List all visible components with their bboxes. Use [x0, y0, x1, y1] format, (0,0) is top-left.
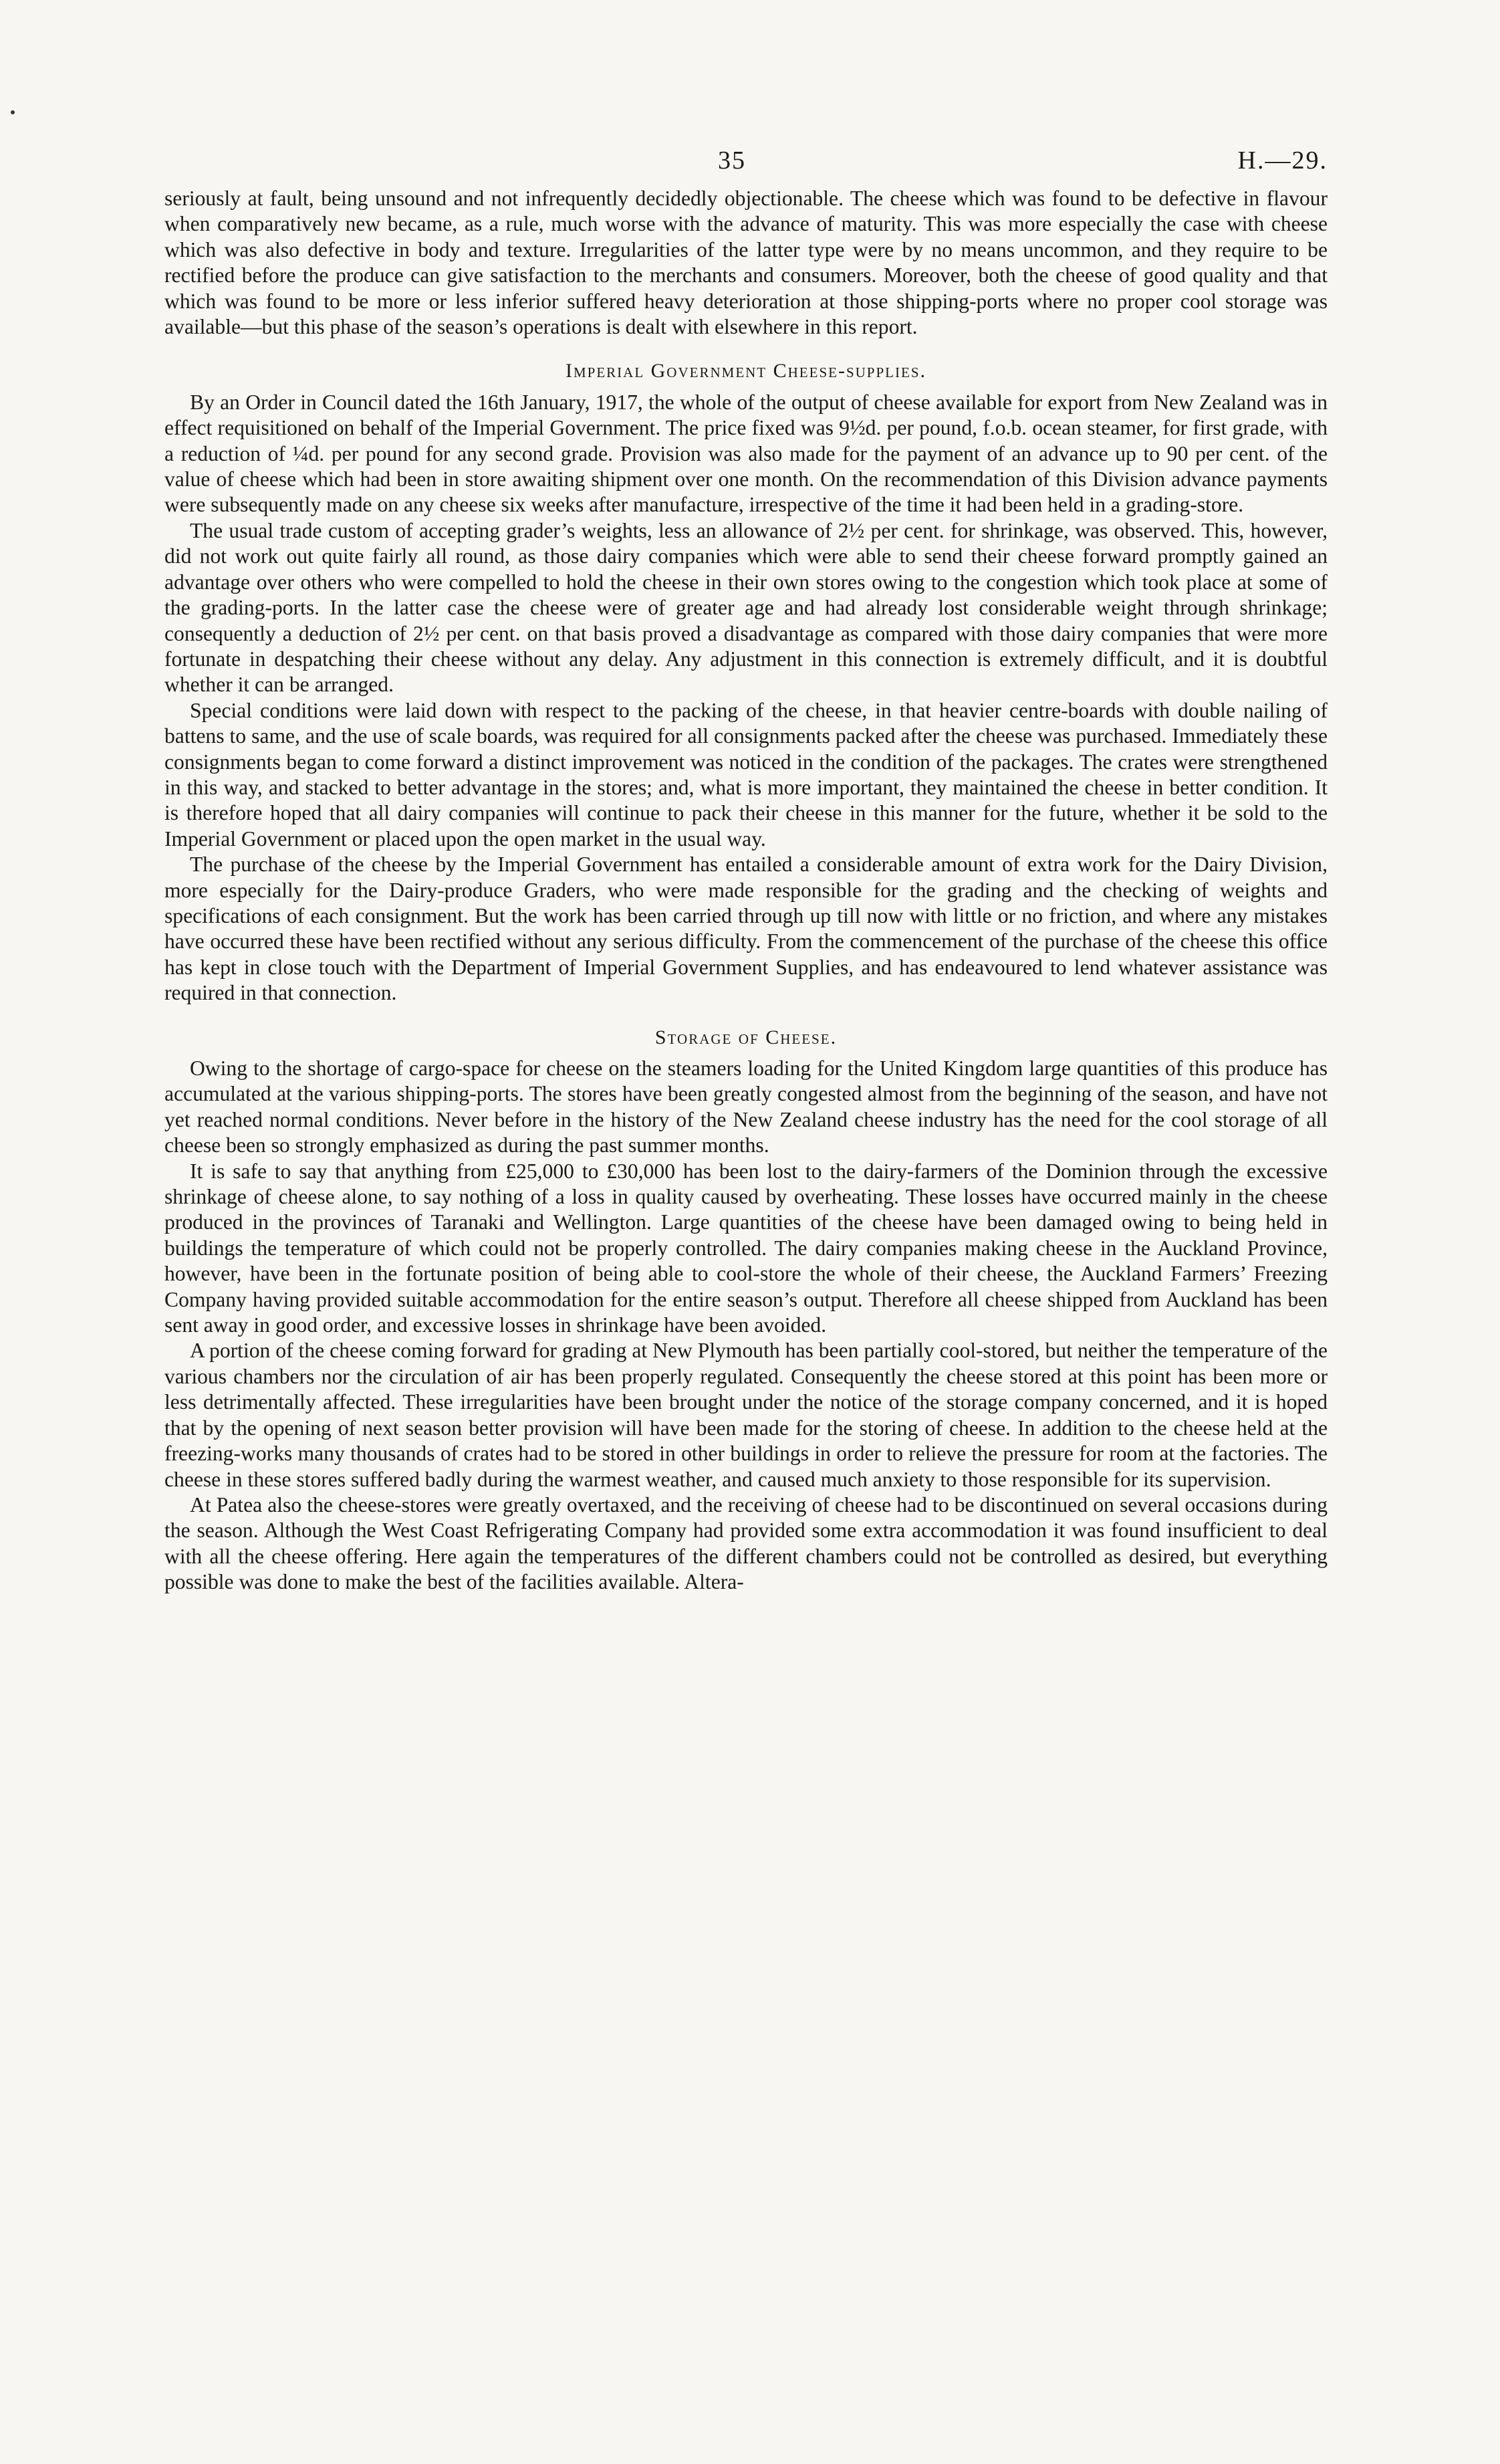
paragraph: The usual trade custom of accepting grader’s weights, less an allowance of 2½ per cent. for shrinkage, was observed. This, however, did not work out quite fairly all round, as those dairy companies which were able to send their cheese forward promptly gained an advantage over others who were compelled to hold the cheese in their own stores owing to the congestion which took place at some of the grading-ports. In the latter case the cheese were of greater age and had already lost considerable weight through shrinkage; consequently a deduction of 2½ per cent. on that basis proved a disadvantage as compared with those dairy companies that were more fortunate in despatching their cheese without any delay. Any adjustment in this connection is extremely difficult, and it is doubtful whether it can be arranged.: [164, 518, 1328, 697]
page-number: 35: [718, 146, 746, 175]
body-text: [164, 186, 1328, 1595]
paragraph-intro: seriously at fault, being unsound and not infrequently decidedly objectionable. The cheese which was found to be defective in flavour when comparatively new became, as a rule, much worse with the advance of maturity. This was more especially the case with cheese which was also defective in body and texture. Irregularities of the latter type were by no means uncommon, and they require to be rectified before the produce can give satisfaction to the merchants and consumers. Moreover, both the cheese of good quality and that which was found to be more or less inferior suffered heavy deterioration at those shipping-ports where no proper cool storage was available—but this phase of the season’s operations is dealt with elsewhere in this report.: [164, 187, 1328, 339]
section-heading-imperial: Imperial Government Cheese-supplies.: [565, 360, 926, 382]
document-page: [164, 146, 1328, 1595]
section-heading-storage: Storage of Cheese.: [654, 1026, 838, 1048]
paragraph: It is safe to say that anything from £25,000 to £30,000 has been lost to the dairy-farmers of the Dominion through the excessive shrinkage of cheese alone, to say nothing of a loss in quality caused by overheating. These losses have occurred mainly in the cheese produced in the provinces of Taranaki and Wellington. Large quantities of the cheese have been damaged owing to being held in buildings the temperature of which could not be properly controlled. The dairy companies making cheese in the Auckland Province, however, have been in the fortunate position of being able to cool-store the whole of their cheese, the Auckland Farmers’ Freezing Company having provided suitable accommodation for the entire season’s output. Therefore all cheese shipped from Auckland has been sent away in good order, and excessive losses in shrinkage have been avoided.: [164, 1159, 1328, 1337]
paragraph: A portion of the cheese coming forward for grading at New Plymouth has been partially cool-stored, but neither the temperature of the various chambers nor the circulation of air has been properly regulated. Consequently the cheese stored at this point has been more or less detrimentally affected. These irregularities have been brought under the notice of the storage company concerned, and it is hoped that by the opening of next season better provision will have been made for the storing of cheese. In addition to the cheese held at the freezing-works many thousands of crates had to be stored in other buildings in order to relieve the pressure for room at the factories. The cheese in these stores suffered badly during the warmest weather, and caused much anxiety to those responsible for its supervision.: [164, 1339, 1328, 1491]
paragraph: Special conditions were laid down with respect to the packing of the cheese, in that heavier centre-boards with double nailing of battens to same, and the use of scale boards, was required for all consignments packed after the cheese was purchased. Immediately these consignments began to come forward a distinct improvement was noticed in the condition of the packages. The crates were strengthened in this way, and stacked to better advantage in the stores; and, what is more important, they maintained the cheese in better condition. It is therefore hoped that all dairy companies will continue to pack their cheese in this manner for the future, whether it be sold to the Imperial Government or placed upon the open market in the usual way.: [164, 698, 1328, 851]
page-header: [164, 146, 1328, 186]
paragraph: At Patea also the cheese-stores were greatly overtaxed, and the receiving of cheese had to be discontinued on several occasions during the season. Although the West Coast Refrigerating Company had provided some extra accommodation it was found insufficient to deal with all the cheese offering. Here again the temperatures of the different chambers could not be controlled as desired, but everything possible was done to make the best of the facilities available. Altera-: [164, 1492, 1328, 1594]
page-reference: H.—29.: [1237, 146, 1328, 175]
paragraph: By an Order in Council dated the 16th January, 1917, the whole of the output of cheese available for export from New Zealand was in effect requisitioned on behalf of the Imperial Government. The price fixed was 9½d. per pound, f.o.b. ocean steamer, for first grade, with a reduction of ¼d. per pound for any second grade. Provision was also made for the payment of an advance up to 90 per cent. of the value of cheese which had been in store awaiting shipment over one month. On the recommendation of this Division advance payments were subsequently made on any cheese six weeks after manufacture, irrespective of the time it had been held in a grading-store.: [164, 390, 1328, 517]
margin-mark: [11, 110, 15, 114]
paragraph: Owing to the shortage of cargo-space for cheese on the steamers loading for the United Kingdom large quantities of this produce has accumulated at the various shipping-ports. The stores have been greatly congested almost from the beginning of the season, and have not yet reached normal conditions. Never before in the history of the New Zealand cheese industry has the need for the cool storage of all cheese been so strongly emphasized as during the past summer months.: [164, 1056, 1328, 1157]
paragraph: The purchase of the cheese by the Imperial Government has entailed a considerable amount of extra work for the Dairy Division, more especially for the Dairy-produce Graders, who were made responsible for the grading and the checking of weights and specifications of each consignment. But the work has been carried through up till now with little or no friction, and where any mistakes have occurred these have been rectified without any serious difficulty. From the commencement of the purchase of the cheese this office has kept in close touch with the Department of Imperial Government Supplies, and has endeavoured to lend whatever assistance was required in that connection.: [164, 853, 1328, 1005]
